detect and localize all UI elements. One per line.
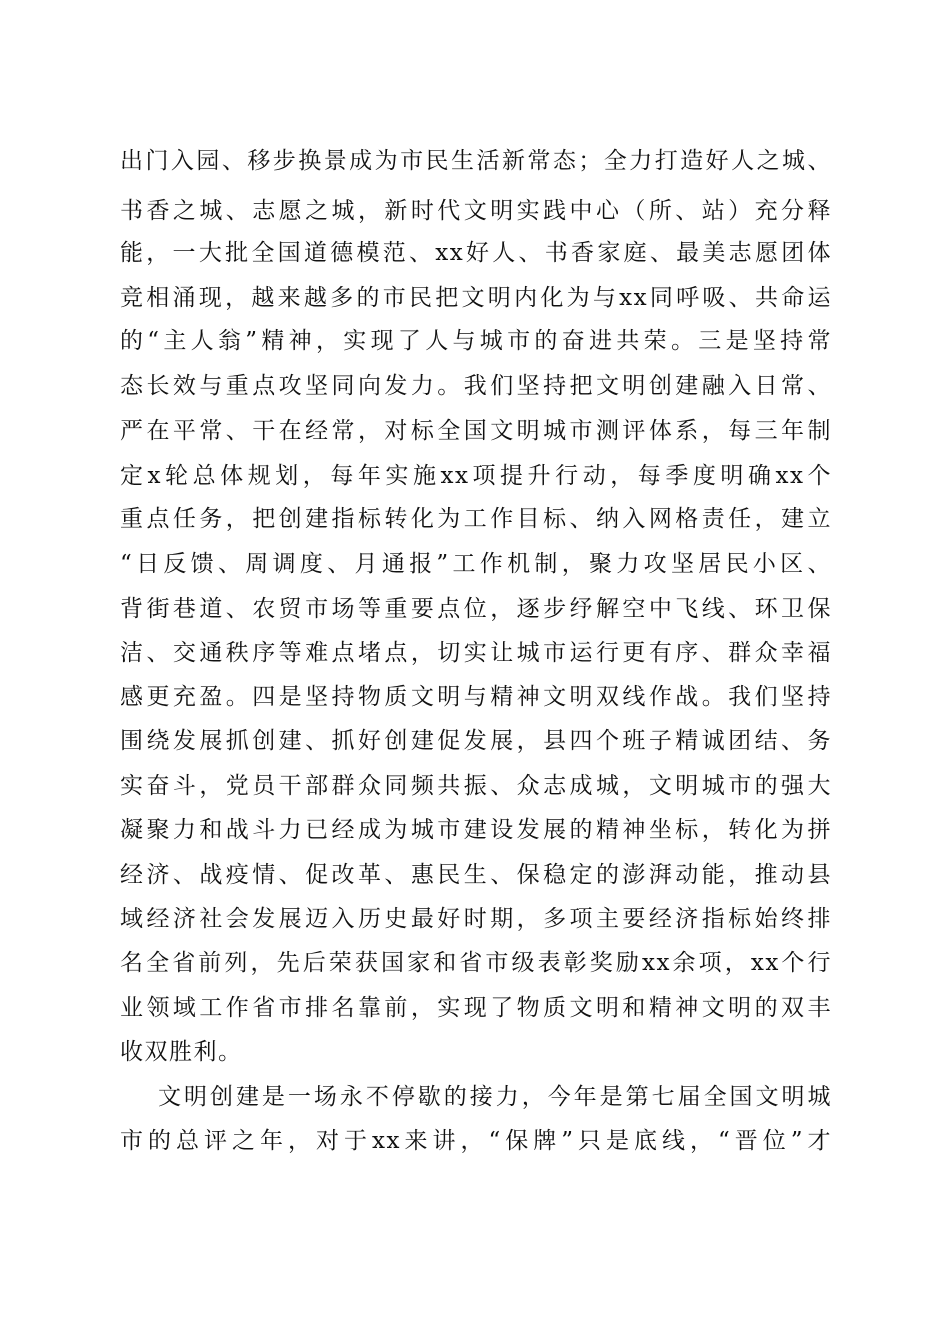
paragraph-line: 经济、战疫情、促改革、惠民生、保稳定的澎湃动能，推动县 <box>120 862 832 888</box>
paragraph-line: 市的总评之年，对于xx来讲，“保牌”只是底线，“晋位”才 <box>120 1128 832 1154</box>
paragraph-line: 出门入园、移步换景成为市民生活新常态；全力打造好人之城、 <box>120 148 832 174</box>
paragraph-line: 态长效与重点攻坚同向发力。我们坚持把文明创建融入日常、 <box>120 373 832 399</box>
paragraph-line: 竞相涌现，越来越多的市民把文明内化为与xx同呼吸、共命运 <box>120 285 832 311</box>
paragraph-line: “日反馈、周调度、月通报”工作机制，聚力攻坚居民小区、 <box>120 551 832 577</box>
paragraph-line-last: 收双胜利。 <box>120 1039 243 1065</box>
paragraph-line: 书香之城、志愿之城，新时代文明实践中心（所、站）充分释 <box>120 198 832 224</box>
paragraph-line: 能，一大批全国道德模范、xx好人、书香家庭、最美志愿团体 <box>120 240 832 266</box>
paragraph-line: 的“主人翁”精神，实现了人与城市的奋进共荣。三是坚持常 <box>120 328 832 354</box>
paragraph-line: 域经济社会发展迈入历史最好时期，多项主要经济指标始终排 <box>120 906 832 932</box>
paragraph-line: 感更充盈。四是坚持物质文明与精神文明双线作战。我们坚持 <box>120 684 832 710</box>
paragraph-line: 凝聚力和战斗力已经成为城市建设发展的精神坐标，转化为拼 <box>120 817 832 843</box>
paragraph-line: 名全省前列，先后荣获国家和省市级表彰奖励xx余项，xx个行 <box>120 950 832 976</box>
paragraph-line: 业领域工作省市排名靠前，实现了物质文明和精神文明的双丰 <box>120 995 832 1021</box>
paragraph-line: 严在平常、干在经常，对标全国文明城市测评体系，每三年制 <box>120 418 832 444</box>
paragraph-line: 背街巷道、农贸市场等重要点位，逐步纾解空中飞线、环卫保 <box>120 596 832 622</box>
paragraph-line: 洁、交通秩序等难点堵点，切实让城市运行更有序、群众幸福 <box>120 640 832 666</box>
paragraph-line: 定x轮总体规划，每年实施xx项提升行动，每季度明确xx个 <box>120 463 832 489</box>
paragraph-first-line: 文明创建是一场永不停歇的接力，今年是第七届全国文明城 <box>158 1084 832 1110</box>
paragraph-line: 围绕发展抓创建、抓好创建促发展，县四个班子精诚团结、务 <box>120 728 832 754</box>
paragraph-line: 重点任务，把创建指标转化为工作目标、纳入网格责任，建立 <box>120 506 832 532</box>
paragraph-line: 实奋斗，党员干部群众同频共振、众志成城，文明城市的强大 <box>120 773 832 799</box>
